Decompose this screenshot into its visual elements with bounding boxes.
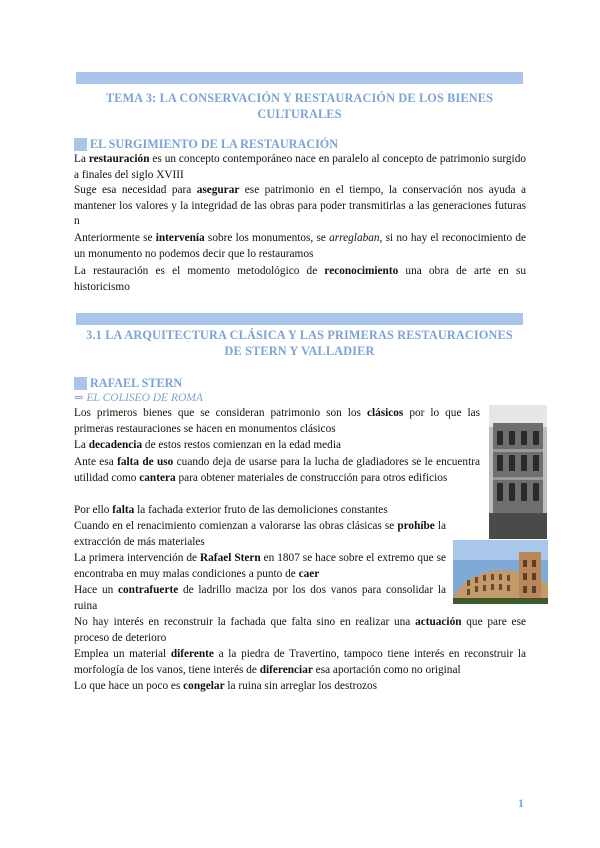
paragraph: Por ello falta la fachada exterior fruto de las demoliciones constantes — [74, 504, 388, 516]
title-band — [76, 72, 523, 84]
colosseum-engraving-image — [489, 405, 547, 539]
paragraph: Hace un contrafuerte de ladrillo maciza por los dos vanos para consolidar la ruina — [74, 584, 446, 612]
paragraph: La restauración es el momento metodológico de reconocimiento una obra de arte en su historicismo — [74, 265, 526, 293]
section-subtitle — [74, 136, 338, 152]
colosseum-photo-image — [453, 540, 548, 604]
paragraph: Los primeros bienes que se consideran patrimonio son los clásicos por lo que las primeras restauraciones se hacen en monumentos clásicos — [74, 407, 480, 435]
paragraph: Lo que hace un poco es congelar la ruina sin arreglar los destrozos — [74, 680, 378, 692]
subtitle-text: RAFAEL STERN — [90, 375, 183, 390]
page-number: 1 — [518, 796, 524, 810]
paragraph: La decadencia de estos restos comienzan en la edad media — [74, 439, 341, 451]
bullet-square-icon — [74, 138, 87, 151]
paragraph: Ante esa falta de uso cuando deja de usarse para la lucha de gladiadores se le encuentra utilidad como cantera para obtener materiales de construcción para otros edificios — [74, 456, 480, 484]
topic-note: ⇒ EL COLISEO DE ROMA — [74, 392, 203, 404]
paragraph: La primera intervención de Rafael Stern en 1807 se hace sobre el extremo que se encontraba en muy malas condiciones a punto de caer — [74, 552, 446, 580]
paragraph: Anteriormente se intervenía sobre los monumentos, se arreglaban, si no hay el reconocimiento de un monumento no podemos decir que lo restauramos — [74, 232, 526, 260]
paragraph: Emplea un material diferente a la piedra de Travertino, tampoco tiene interés en reconstruir la morfología de los vanos, tiene interés de diferenciar esa aportación como no original — [74, 648, 526, 676]
subtitle-text: EL SURGIMIENTO DE LA RESTAURACIÓN — [90, 136, 339, 151]
section-title: 3.1 LA ARQUITECTURA CLÁSICA Y LAS PRIMERAS RESTAURACIONES DE STERN Y VALLADIER — [86, 328, 513, 358]
bullet-square-icon — [74, 377, 87, 390]
section-band — [76, 313, 523, 325]
paragraph: No hay interés en reconstruir la fachada que falta sino en realizar una actuación que pare ese proceso de deterioro — [74, 616, 526, 644]
section-subtitle — [74, 375, 182, 391]
paragraph: Suge esa necesidad para asegurar ese patrimonio en el tiempo, la conservación nos ayuda a mantener los valores y la integridad de las obras para poder transmitirlas a las generaciones futuras n — [74, 184, 527, 228]
paragraph: La restauración es un concepto contemporáneo nace en paralelo al concepto de patrimonio surgido a finales del siglo XVIII — [74, 153, 526, 181]
page-title: TEMA 3: LA CONSERVACIÓN Y RESTAURACIÓN DE LOS BIENES CULTURALES — [105, 91, 494, 121]
paragraph: Cuando en el renacimiento comienzan a valorarse las obras clásicas se prohíbe la extracción de más materiales — [74, 520, 446, 548]
